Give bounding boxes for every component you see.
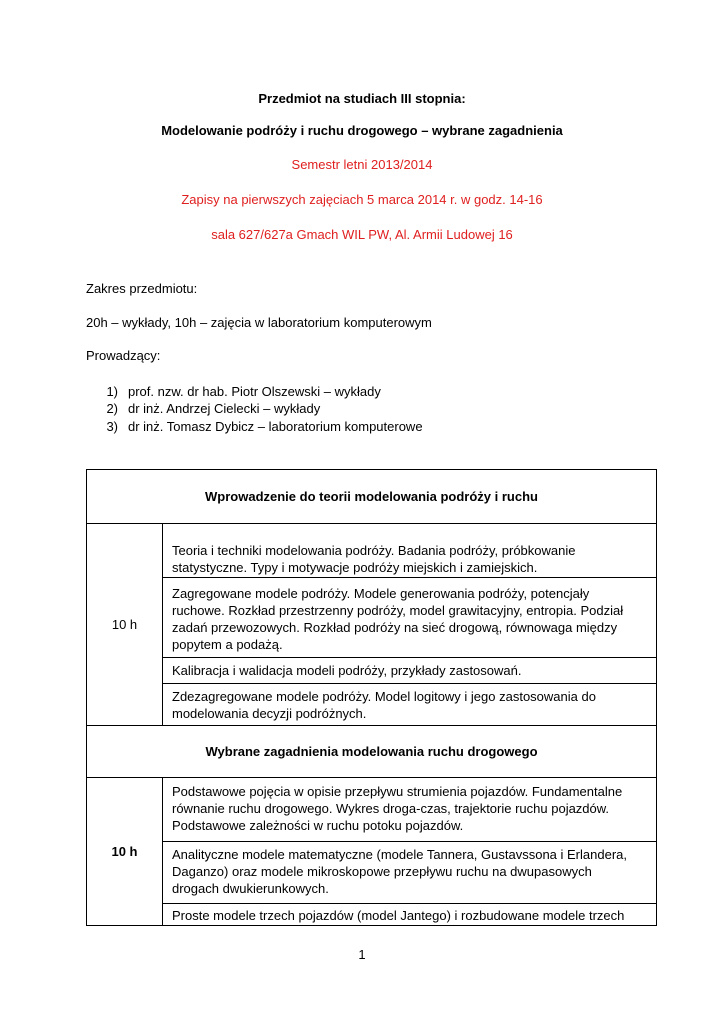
table-row (87, 684, 657, 726)
topic-line: równanie ruchu drogowego. Wykres droga-czas, trajektorie ruchu pojazdów. (172, 801, 610, 816)
topic-cell (163, 904, 657, 926)
topic-line: Zagregowane modele podróży. Modele generowania podróży, potencjały (172, 586, 590, 601)
topic-line: Kalibracja i walidacja modeli podróży, przykłady zastosowań. (172, 663, 522, 678)
table-row (87, 726, 657, 778)
scope-hours: 20h – wykłady, 10h – zajęcia w laboratorium komputerowym (86, 315, 432, 330)
topic-cell (163, 842, 657, 904)
page-number: 1 (358, 947, 366, 962)
table-row (87, 778, 657, 842)
topic-cell (163, 524, 657, 578)
course-title: Modelowanie podróży i ruchu drogowego – wybrane zagadnienia (161, 123, 563, 138)
topic-line: popytem a podażą. (172, 637, 283, 652)
table-row (87, 524, 657, 578)
list-item-number: 2) (106, 401, 118, 416)
document-level-heading: Przedmiot na studiach III stopnia: (258, 91, 466, 106)
topic-cell (163, 684, 657, 726)
room-info: sala 627/627a Gmach WIL PW, Al. Armii Ludowej 16 (211, 227, 513, 242)
topic-line: ruchowe. Rozkład przestrzenny podróży, model grawitacyjny, entropia. Podział (172, 603, 624, 618)
section-heading-1: Wprowadzenie do teorii modelowania podróży i ruchu (87, 470, 657, 524)
list-item-text: dr inż. Tomasz Dybicz – laboratorium komputerowe (128, 419, 423, 434)
list-item-number: 1) (106, 384, 118, 399)
syllabus-table (86, 469, 657, 926)
topic-cell (163, 578, 657, 658)
table-row (87, 470, 657, 524)
table-row (87, 842, 657, 904)
topic-line: Podstawowe zależności w ruchu potoku pojazdów. (172, 818, 464, 833)
topic-line: zadań przewozowych. Rozkład podróży na sieć drogową, równowaga między (172, 620, 618, 635)
topic-line: Teoria i techniki modelowania podróży. Badania podróży, próbkowanie (172, 543, 576, 558)
topic-cell (163, 658, 657, 684)
list-item-text: dr inż. Andrzej Cielecki – wykłady (128, 401, 321, 416)
scope-label: Zakres przedmiotu: (86, 281, 198, 296)
hours-cell-2: 10 h (87, 778, 163, 926)
topic-line: drogach dwukierunkowych. (172, 881, 329, 896)
lecturers-label: Prowadzący: (86, 348, 161, 363)
topic-line: Podstawowe pojęcia w opisie przepływu strumienia pojazdów. Fundamentalne (172, 784, 623, 799)
semester-info: Semestr letni 2013/2014 (291, 157, 433, 172)
topic-line: statystyczne. Typy i motywacje podróży miejskich i zamiejskich. (172, 560, 538, 575)
enrollment-info: Zapisy na pierwszych zajęciach 5 marca 2014 r. w godz. 14-16 (181, 192, 543, 207)
hours-cell-1: 10 h (87, 524, 163, 726)
table-row (87, 658, 657, 684)
topic-line: Proste modele trzech pojazdów (model Jantego) i rozbudowane modele trzech (172, 908, 625, 923)
section-heading-2: Wybrane zagadnienia modelowania ruchu drogowego (87, 726, 657, 778)
topic-line: modelowania decyzji podróżnych. (172, 706, 367, 721)
table-row (87, 904, 657, 926)
topic-line: Zdezagregowane modele podróży. Model logitowy i jego zastosowania do (172, 689, 596, 704)
topic-line: Daganzo) oraz modele mikroskopowe przepływu ruchu na dwupasowych (172, 864, 592, 879)
topic-cell (163, 778, 657, 842)
table-row (87, 578, 657, 658)
list-item-number: 3) (106, 419, 118, 434)
topic-line: Analityczne modele matematyczne (modele Tannera, Gustavssona i Erlandera, (172, 847, 627, 862)
list-item-text: prof. nzw. dr hab. Piotr Olszewski – wykłady (128, 384, 381, 399)
